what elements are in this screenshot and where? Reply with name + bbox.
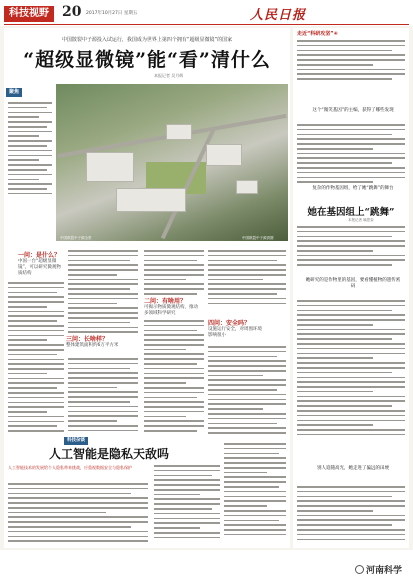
body-column-3b <box>144 320 204 444</box>
photo-credit: 中国散裂中子源供图 <box>242 236 274 240</box>
right-body-c <box>297 486 405 543</box>
article-headline: “超级显微镜”能“看”清什么 <box>23 49 271 71</box>
right-body-top <box>297 40 405 83</box>
section-label: 科技视野 <box>4 6 54 22</box>
question-3-title: 三问：长啥样？ <box>66 336 109 343</box>
intro-text <box>8 102 52 198</box>
question-4-title: 四问：安全吗？ <box>208 320 251 327</box>
pull-quote-3: 她研究的是作物里的基因，要看懂植物的遗传密码 <box>305 278 401 289</box>
article-byline: 本报记者 吴月辉 <box>154 73 184 78</box>
feature-body-2 <box>154 465 220 542</box>
feature-deck: 人工智能技术的发展给个人隐私带来挑战，应重视数据安全与隐私保护 <box>8 465 132 470</box>
feature-tag: 科技杂谈 <box>64 437 88 445</box>
body-column-1 <box>8 282 64 449</box>
question-1-title: 一问：是什么？ <box>18 252 61 259</box>
right-body-mid <box>297 124 405 186</box>
question-4-subtitle: 设施运行安全，对周围环境影响很小 <box>208 327 262 338</box>
article-kicker: 中国散裂中子源投入试运行，我国成为世界上第四个拥有“超级显微镜”的国家 <box>61 37 233 43</box>
feature-article <box>4 435 290 548</box>
question-1-subtitle: 中国一台“超级显微镜”，可以研究微观物质结构 <box>18 259 61 276</box>
feature-body-3 <box>224 443 286 539</box>
question-3-subtitle: 整体建筑面积约6万平方米 <box>66 343 119 348</box>
right-body-b <box>297 300 405 439</box>
pull-quote-1: 这个“微笑基因”的主编，获得了哪些发现 <box>312 108 394 113</box>
focus-tag: 聚焦 <box>6 88 22 97</box>
feature-body-1 <box>8 483 148 545</box>
aerial-facility-photo <box>56 84 288 241</box>
pull-quote-4: 别人追随高光，她走进了偏远的田埂 <box>317 466 389 471</box>
page-header <box>0 0 413 26</box>
source-watermark <box>352 562 405 577</box>
pull-quote-2: 复杂的作物基因组，给了她“跳舞”的舞台 <box>312 186 394 191</box>
question-2-title: 二问：有啥用？ <box>144 298 187 305</box>
wechat-icon <box>355 565 364 574</box>
right-article-byline: 本报记者 喻思娈 <box>348 218 374 222</box>
right-article-title: 她在基因组上“跳舞” <box>307 207 395 218</box>
right-body-a <box>297 226 405 269</box>
watermark-text: 河南科学 <box>365 566 402 576</box>
body-column-2 <box>68 250 138 336</box>
header-rule <box>4 24 409 25</box>
right-column-article <box>293 28 409 548</box>
body-column-3 <box>144 250 204 298</box>
issue-date: 2017年10月27日 星期五 <box>86 11 138 16</box>
feature-title: 人工智能是隐私天敌吗 <box>48 447 169 461</box>
masthead-logo: 人民日报 <box>250 8 307 23</box>
body-column-4 <box>208 250 286 307</box>
question-2-subtitle: 可揭示物质微观结构，推动多领域科学研究 <box>144 305 198 316</box>
series-head: 走近“科研攻坚”④ <box>297 31 338 37</box>
photo-caption: 中国散裂中子源全景 <box>60 236 92 240</box>
page-number: 20 <box>62 4 82 20</box>
